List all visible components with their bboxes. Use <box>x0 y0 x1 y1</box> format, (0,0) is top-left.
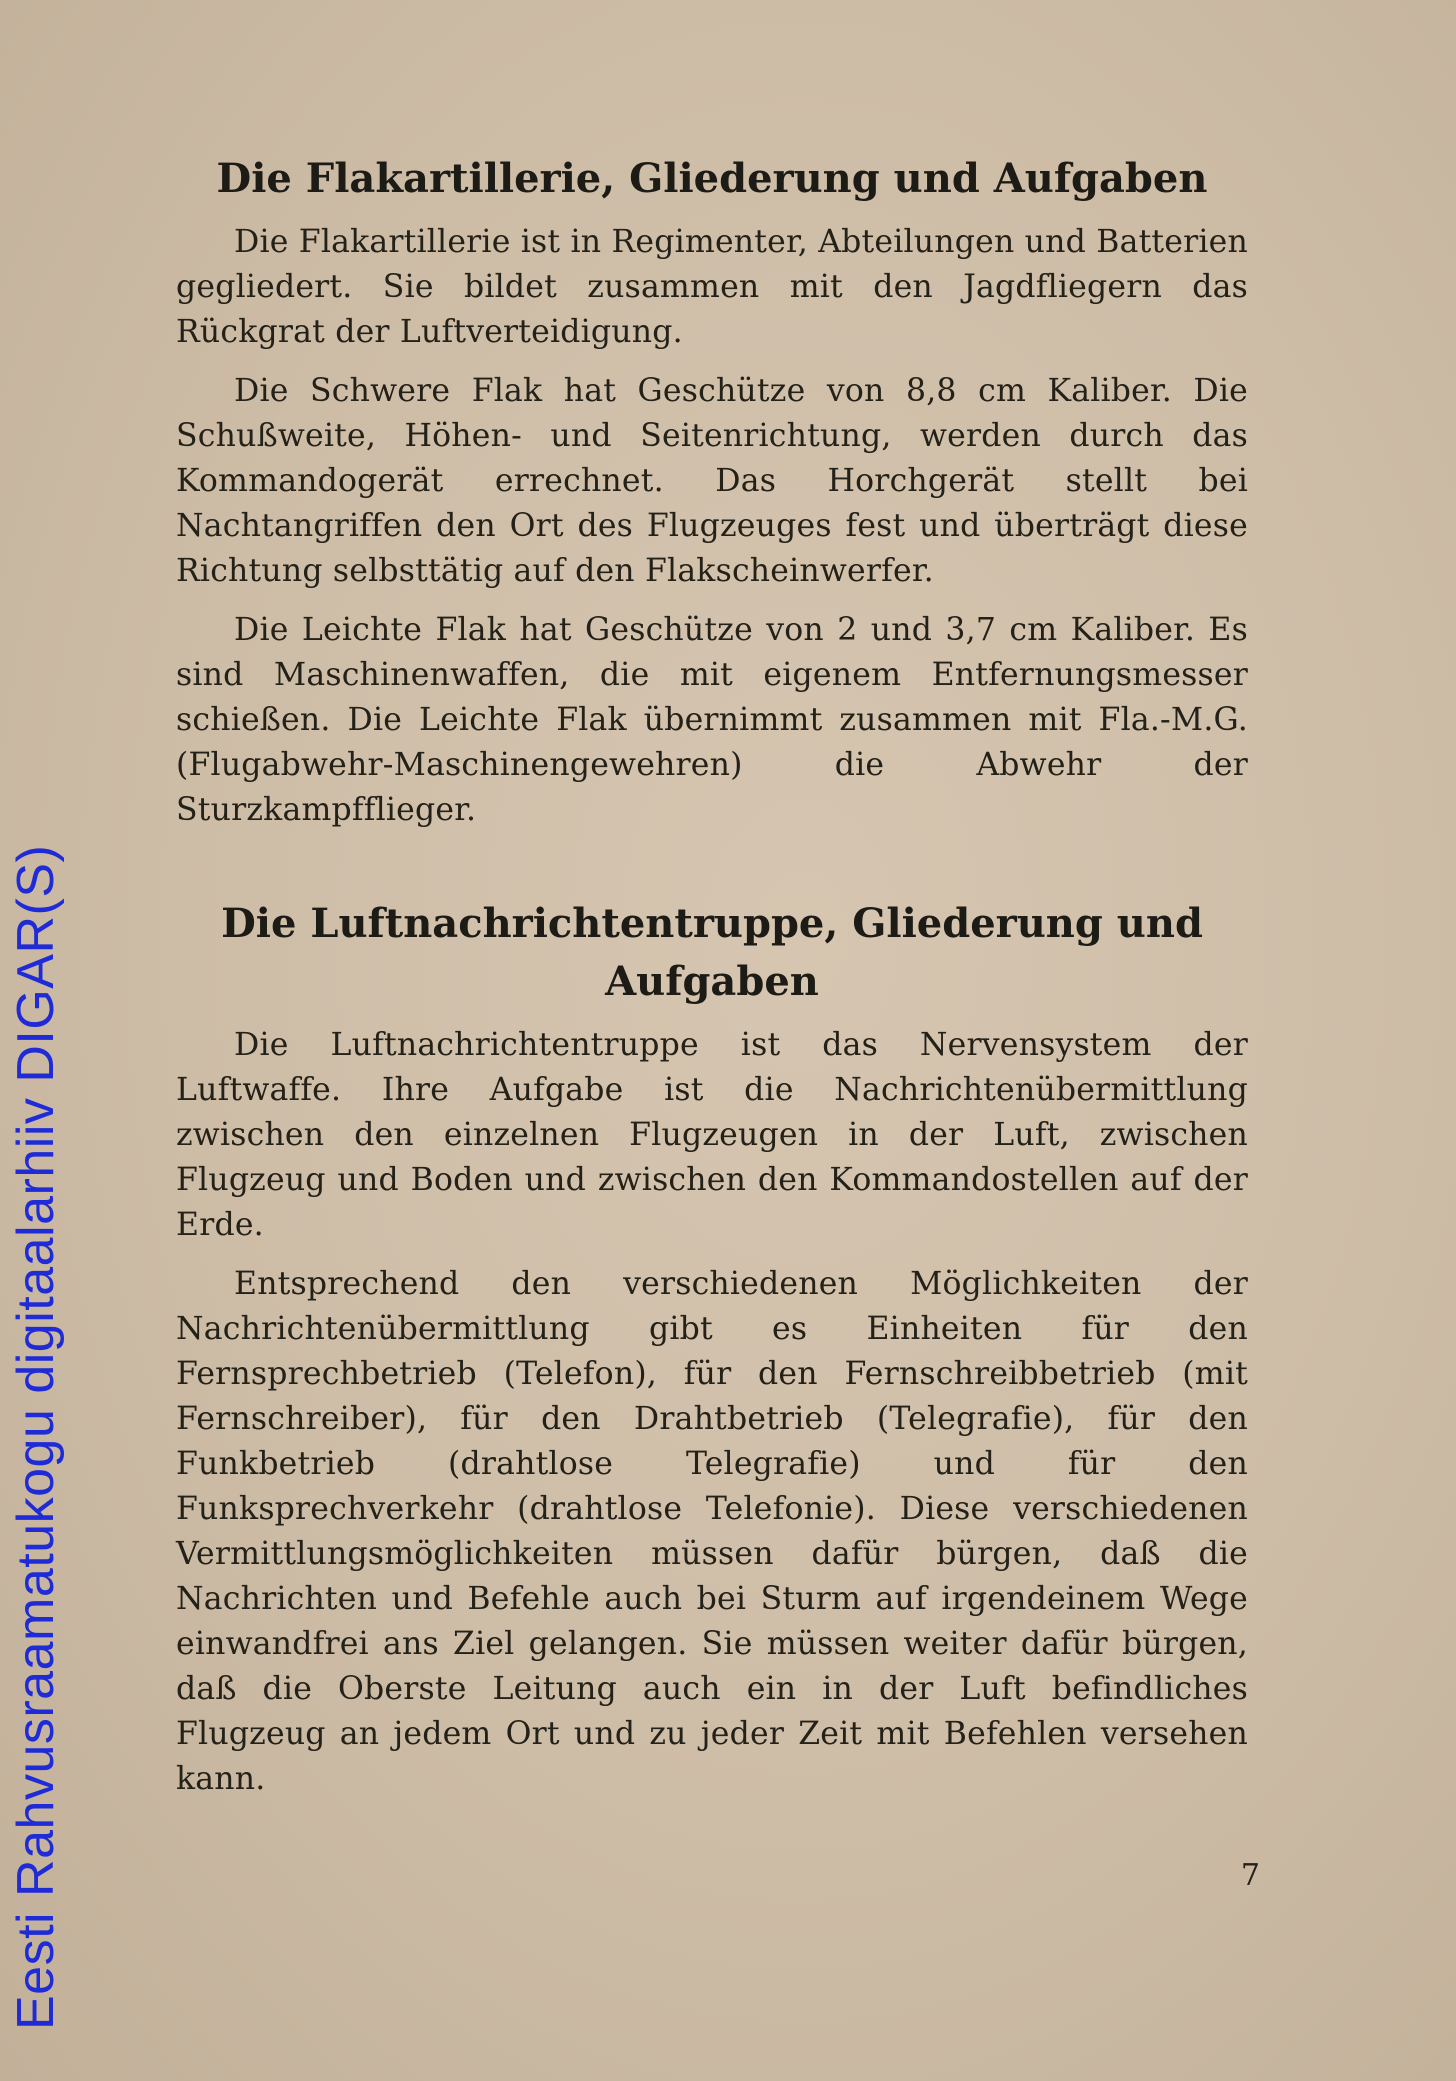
section-luftnachrichtentruppe <box>176 895 1248 1802</box>
paragraph: Die Luftnachrichtentruppe ist das Nervensystem der Luftwaffe. Ihre Aufgabe ist die Nachrichtenübermittlung zwischen den einzelnen Flugzeugen in der Luft, zwischen Flugzeug und Boden und zwischen den Kommandostellen auf der Erde. <box>176 1027 1248 1243</box>
paragraph: Entsprechend den verschiedenen Möglichkeiten der Nachrichtenübermittlung gibt es Einheiten für den Fernsprechbetrieb (Telefon), für den Fernschreibbetrieb (mit Fernschreiber), für den Drahtbetrieb (Telegrafie), für den Funkbetrieb (drahtlose Telegrafie) und für den Funksprechverkehr (drahtlose Telefonie). Diese verschiedenen Vermittlungsmöglichkeiten müssen dafür bürgen, daß die Nachrichten und Befehle auch bei Sturm auf irgendeinem Wege einwandfrei ans Ziel gelangen. Sie müssen weiter dafür bürgen, daß die Oberste Leitung auch ein in der Luft befindliches Flugzeug an jedem Ort und zu jeder Zeit mit Befehlen versehen kann. <box>176 1266 1248 1797</box>
paragraph: Die Schwere Flak hat Geschütze von 8,8 cm Kaliber. Die Schußweite, Höhen- und Seitenrichtung, werden durch das Kommandogerät errechnet. Das Horchgerät stellt bei Nachtangriffen den Ort des Flugzeuges fest und überträgt diese Richtung selbsttätig auf den Flakscheinwerfer. <box>176 373 1248 589</box>
section-flakartillerie <box>176 150 1248 833</box>
section-title: Die Flakartillerie, Gliederung und Aufgaben <box>216 155 1208 202</box>
page-number: 7 <box>1240 1858 1260 1893</box>
section-title: Die Luftnachrichtentruppe, Gliederung und Aufgaben <box>221 900 1203 1005</box>
page-content <box>176 150 1248 1816</box>
archive-watermark: Eesti Rahvusraamatukogu digitaalarhiiv DIGAR(S) <box>7 844 65 2030</box>
paragraph: Die Leichte Flak hat Geschütze von 2 und 3,7 cm Kaliber. Es sind Maschinenwaffen, die mit eigenem Entfernungsmesser schießen. Die Leichte Flak übernimmt zusammen mit Fla.-M.G. (Flugabwehr-Maschinengewehren) die Abwehr der Sturzkampfflieger. <box>176 612 1248 828</box>
paragraph: Die Flakartillerie ist in Regimenter, Abteilungen und Batterien gegliedert. Sie bildet zusammen mit den Jagdfliegern das Rückgrat der Luftverteidigung. <box>176 224 1248 350</box>
